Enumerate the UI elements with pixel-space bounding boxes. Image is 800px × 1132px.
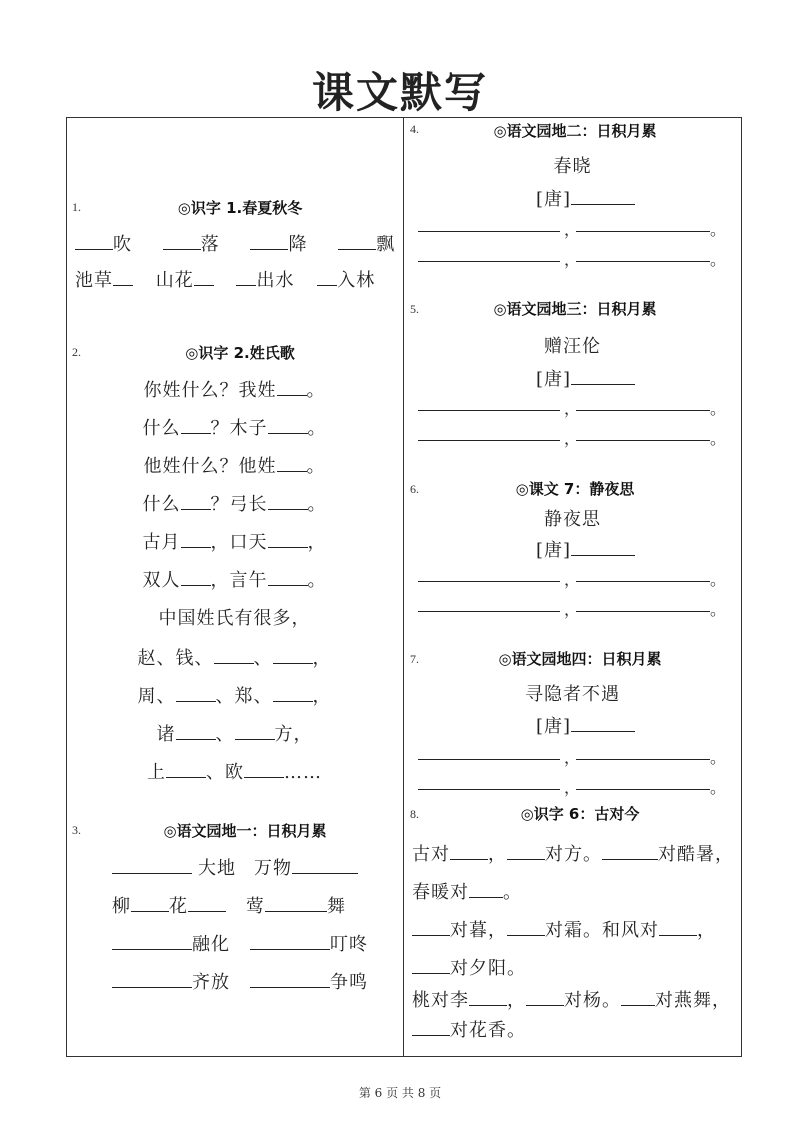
s2-line-10: 诸 、 方， <box>156 724 313 745</box>
s4-blank-line[interactable] <box>576 230 710 232</box>
period: 。 <box>710 399 727 418</box>
s3-row-4: 齐放 争鸣 <box>112 968 368 994</box>
blank[interactable] <box>194 269 214 286</box>
s4-blank-line[interactable] <box>576 260 710 262</box>
s2-line-3: 他姓什么？他姓 。 <box>143 456 326 477</box>
s2-line-1: 你姓什么？我姓 。 <box>143 380 326 401</box>
s1-row-2: 池草 山花 出水 入林 <box>75 270 376 291</box>
blank[interactable] <box>571 715 635 732</box>
s8-line-5: 桃对李 ， 对杨。 对燕舞， <box>412 990 731 1011</box>
s5-blank-line[interactable] <box>418 409 560 411</box>
s2-line-5: 古月 ，口天 ， <box>142 532 327 553</box>
comma: ， <box>564 250 581 269</box>
blank[interactable] <box>412 957 450 974</box>
comma: ， <box>564 570 581 589</box>
blank[interactable] <box>112 857 192 874</box>
blank[interactable] <box>250 233 288 250</box>
section-1-heading: ◎识字 1.春夏秋冬 <box>177 199 303 217</box>
s3-row-1: 大地 万物 <box>112 854 358 880</box>
period: 。 <box>710 570 727 589</box>
section-4-number: 4. <box>410 122 419 136</box>
period: 。 <box>710 748 727 767</box>
page-footer: 第 6 页 共 8 页 <box>358 1086 442 1100</box>
blank[interactable] <box>188 895 226 912</box>
s6-blank-line[interactable] <box>418 610 560 612</box>
blank[interactable] <box>526 989 564 1006</box>
blank[interactable] <box>176 723 216 740</box>
blank[interactable] <box>621 989 655 1006</box>
blank[interactable] <box>268 569 308 586</box>
blank[interactable] <box>450 843 488 860</box>
section-2-number: 2. <box>72 345 81 359</box>
s7-blank-line[interactable] <box>576 758 710 760</box>
s5-author: [唐] <box>536 365 635 391</box>
s8-line-2: 春暖对 。 <box>412 882 522 903</box>
section-5-heading: ◎语文园地三：日积月累 <box>493 300 657 318</box>
blank[interactable] <box>265 895 327 912</box>
blank[interactable] <box>273 647 313 664</box>
s6-blank-line[interactable] <box>576 610 710 612</box>
blank[interactable] <box>292 857 358 874</box>
blank[interactable] <box>181 531 211 548</box>
period: 。 <box>710 778 727 797</box>
s8-line-1: 古对 ， 对方。 对酷暑， <box>412 844 734 865</box>
blank[interactable] <box>338 233 376 250</box>
page-title: 课文默写 <box>311 68 488 117</box>
blank[interactable] <box>236 269 256 286</box>
blank[interactable] <box>273 685 313 702</box>
blank[interactable] <box>602 843 658 860</box>
blank[interactable] <box>176 685 216 702</box>
blank[interactable] <box>214 647 254 664</box>
blank[interactable] <box>181 569 211 586</box>
column-divider <box>403 117 404 1057</box>
s4-author: [唐] <box>536 185 635 211</box>
section-6-heading: ◎课文 7：静夜思 <box>515 480 635 498</box>
s8-line-3: 对暮， 对霜。和风对 ， <box>412 916 716 942</box>
blank[interactable] <box>507 919 545 936</box>
blank[interactable] <box>75 233 113 250</box>
s3-row-2: 柳 花 莺 舞 <box>112 896 346 917</box>
blank[interactable] <box>469 881 503 898</box>
period: 。 <box>710 429 727 448</box>
period: 。 <box>710 250 727 269</box>
comma: ， <box>564 399 581 418</box>
s8-line-6: 对花香。 <box>412 1016 526 1042</box>
s2-line-7: 中国姓氏有很多， <box>158 608 311 629</box>
comma: ， <box>564 778 581 797</box>
blank[interactable] <box>250 933 330 950</box>
section-3-heading: ◎语文园地一：日积月累 <box>163 822 327 840</box>
section-7-heading: ◎语文园地四：日积月累 <box>498 650 662 668</box>
s6-poem-title: 静夜思 <box>544 509 601 530</box>
blank[interactable] <box>181 417 211 434</box>
s7-blank-line[interactable] <box>418 788 560 790</box>
section-4-heading: ◎语文园地二：日积月累 <box>493 122 657 140</box>
blank[interactable] <box>571 539 635 556</box>
blank[interactable] <box>412 1019 450 1036</box>
blank[interactable] <box>181 493 211 510</box>
s5-blank-line[interactable] <box>576 439 710 441</box>
s4-poem-title: 春晓 <box>553 156 592 177</box>
s6-blank-line[interactable] <box>576 580 710 582</box>
blank[interactable] <box>244 761 284 778</box>
s1-row-1: 吹 落 降 飘 <box>75 230 395 256</box>
period: 。 <box>710 220 727 239</box>
blank[interactable] <box>659 919 697 936</box>
s6-author: [唐] <box>536 536 635 562</box>
blank[interactable] <box>268 531 308 548</box>
blank[interactable] <box>277 379 307 396</box>
blank[interactable] <box>268 493 308 510</box>
s2-line-2: 什么 ？木子 。 <box>142 418 327 439</box>
blank[interactable] <box>277 455 307 472</box>
s4-blank-line[interactable] <box>418 260 560 262</box>
section-5-number: 5. <box>410 302 419 316</box>
blank[interactable] <box>469 989 507 1006</box>
blank[interactable] <box>131 895 169 912</box>
blank[interactable] <box>112 933 192 950</box>
blank[interactable] <box>268 417 308 434</box>
s2-line-9: 周、 、郑、 ， <box>137 686 332 707</box>
s7-author: [唐] <box>536 712 635 738</box>
blank[interactable] <box>317 269 337 286</box>
blank[interactable] <box>412 919 450 936</box>
blank[interactable] <box>571 188 635 205</box>
section-2-heading: ◎识字 2.姓氏歌 <box>185 344 295 362</box>
blank[interactable] <box>112 971 192 988</box>
s7-blank-line[interactable] <box>576 788 710 790</box>
s5-blank-line[interactable] <box>576 409 710 411</box>
section-8-heading: ◎识字 6：古对今 <box>520 805 640 823</box>
section-8-number: 8. <box>410 807 419 821</box>
comma: ， <box>564 600 581 619</box>
comma: ， <box>564 429 581 448</box>
s5-poem-title: 赠汪伦 <box>544 336 601 357</box>
comma: ， <box>564 748 581 767</box>
s5-blank-line[interactable] <box>418 439 560 441</box>
s6-blank-line[interactable] <box>418 580 560 582</box>
s2-line-11: 上 、欧 …… <box>147 762 322 783</box>
blank[interactable] <box>166 761 206 778</box>
blank[interactable] <box>250 971 330 988</box>
s2-line-4: 什么 ？弓长 。 <box>142 494 327 515</box>
s3-row-3: 融化 叮咚 <box>112 930 368 956</box>
blank[interactable] <box>235 723 275 740</box>
period: 。 <box>710 600 727 619</box>
comma: ， <box>564 220 581 239</box>
section-7-number: 7. <box>410 652 419 666</box>
blank[interactable] <box>113 269 133 286</box>
s7-poem-title: 寻隐者不遇 <box>525 684 620 705</box>
s8-line-4: 对夕阳。 <box>412 954 526 980</box>
blank[interactable] <box>571 368 635 385</box>
section-3-number: 3. <box>72 823 81 837</box>
blank[interactable] <box>163 233 201 250</box>
s4-blank-line[interactable] <box>418 230 560 232</box>
s2-line-6: 双人 ，言午 。 <box>142 570 327 591</box>
section-1-number: 1. <box>72 200 81 214</box>
section-6-number: 6. <box>410 482 419 496</box>
blank[interactable] <box>507 843 545 860</box>
s7-blank-line[interactable] <box>418 758 560 760</box>
s2-line-8: 赵、钱、 、 ， <box>137 648 332 669</box>
